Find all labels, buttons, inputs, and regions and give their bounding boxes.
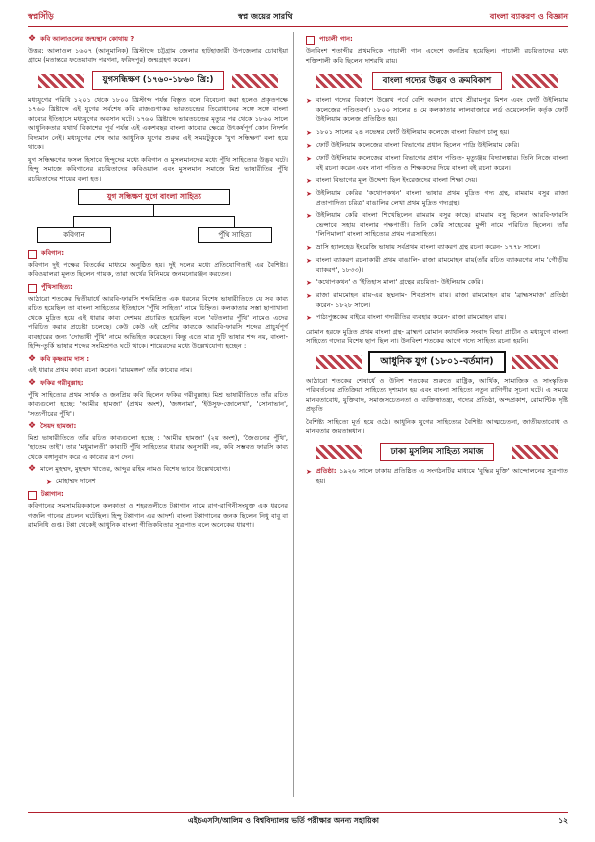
list-item: ➤ উইলিয়াম কেরি বাংলা শিখেছিলেন রামরাম বসুর কাছে। রামরাম বসু ছিলেন আরবি-ফারসি ভেন্সাবে সহায় বাংলার পক্ষপাতী। তিনি কেরি সাহেবের মুন্সী নামে পরিচিত ছিলেন। তাঁর 'লিপিমালা' বাংলা সাহিত্যের প্রথম পত্রসাহিত্য। [306, 211, 568, 239]
list-item: ➤ 'কথোপকথন' ও 'ইতিহাস মালা' গ্রন্থের রচয়িতা- উইলিয়াম কেরি। [306, 278, 484, 288]
section-banner-adhunik: আধুনিক যুগ (১৮০১-বর্তমান) [306, 353, 568, 371]
arrow-icon: ➤ [46, 477, 52, 486]
question-answer: উত্তর: আলাওল ১৬০৭ (আনুমানিক) খ্রিস্টাব্দে চট্টগ্রাম জেলার হাটহাজারী উপজেলার চোবাইয়া গ্রামে (মতান্তরে ফতেয়াবাদ পরগনা, ফরিদপুর) জন্মগ্রহণ করেন। [28, 46, 288, 65]
arrow-icon: ➤ [306, 155, 312, 164]
header-brand: স্বপ্নসিঁড়ি [28, 12, 54, 21]
square-bullet-icon [306, 36, 315, 45]
banner-pattern-left [38, 74, 84, 88]
diamond-icon: ❖ [28, 34, 37, 44]
tree-line [73, 216, 235, 217]
page-footer [28, 812, 568, 829]
banner-pattern-left [316, 445, 362, 459]
paragraph: আঠারো শতকের দ্বিতীয়ার্ধে আরবি-ফারসি শব্দমিশ্রিত এক ধরনের বিশেষ ভাষারীতিতে যে সব কাব্য রচিত হয়েছিল তা বাংলা সাহিত্যের ইতিহাসে 'পুঁথি সাহিত্য' নামে চিহ্নিত। কলকাতার সস্তা ছাপাখানা থেকে মুদ্রিত হয়ে এই ধারার কাব্য দেশময় প্রচারিত হয়েছিল বলে 'বটতলার পুঁথি' নামেও এদের পরিচিত করার প্রচেষ্টা চলেছে। কেউ কেউ এই শ্রেণির কাব্যকে আরবি-ফারসি শব্দের প্রাচুর্যপূর্ণ ব্যবহারের জন্য 'দোভাষী পুঁথি' নামে অভিহিত করেছেন। কিন্তু এতে মাত্র দুটি ভাষার শব্দ নয়, বাংলা-হিন্দি-তুর্কি ভাষার শব্দের সংমিশ্রণও ঘটে থাকে। শায়েরদের মধ্যে উল্লেখযোগ্য হচ্ছেন : [28, 294, 288, 351]
list-item: ➤ ফোর্ট উইলিয়াম কলেজের বাংলা বিভাগের প্রধান পণ্ডিত- মৃত্যুঞ্জয় বিদ্যালঙ্কার। তিনি নিজে বাংলা বই রচনা করেন এবং নানা পণ্ডিত ও শিক্ষকদের দিয়ে বাংলা বই রচনা করেন। [306, 154, 568, 172]
section-banner-muslim-sahitya: ঢাকা মুসলিম সাহিত্য সমাজ [306, 443, 568, 461]
paragraph: কবিগানের সমসাময়িককালে কলকাতা ও শহরতলীতে টপ্পাগান নামে রাগ-রাগিনীসংযুক্ত এক ধরনের গজলি গানের প্রচলন ঘটেছিল। হিন্দু টপ্পাগান এর আদর্শ। বাংলা টপ্পাগানের জনক ছিলেন নিধু বাবু বা রামনিধি গুপ্ত। টপ্পা থেকেই আধুনিক বাংলা গীতিকবিতার সূত্রপাত বলে অনেকের ধারণা। [28, 502, 288, 530]
paragraph: এই ধারার প্রথম কাব্য রচনা করেন। 'রায়মঙ্গল' তাঁর কাব্যের নাম। [28, 366, 192, 375]
arrow-icon: ➤ [306, 190, 312, 199]
banner-pattern-right [512, 355, 558, 369]
header-subject: বাংলা ব্যাকরণ ও বিজ্ঞান [489, 12, 568, 21]
header-tagline: স্বপ্ন জয়ের সারথি [238, 12, 293, 21]
list-item: ➤ পাঠ্যপুস্তকের বাইরে বাংলা গদ্যরীতির ব্যবহার করেন- রাজা রামমোহন রায়। [306, 313, 507, 323]
paragraph: উনবিংশ শতাব্দীর প্রথমদিকে পাচালী গান এদেশে জনপ্রিয় হয়েছিল। পাচালী রচয়িতাদের মধ্য শক্তিশালী কবি ছিলেন দাশরথি রায়। [306, 47, 568, 65]
square-bullet-icon [28, 284, 37, 293]
tree-leaf: পুঁথি সাহিত্য [198, 227, 272, 243]
arrow-icon: ➤ [306, 97, 312, 106]
paragraph: কবিগান দুই পক্ষের বিতর্কের মাধ্যমে অনুষ্ঠিত হয়। দুই দলের মধ্যে প্রতিযোগিতাই এর বৈশিষ্ট্য। কবিওয়ালরা মূলত ছিলেন গায়ক, তারা অর্থের বিনিময়ে জনমনোরঞ্জন করতেন। [28, 260, 288, 279]
note-line: ❖ মালে মুহম্মদ, মুহম্মদ খাতের, আব্দুর রহিম নামও বিশেষ ভাবে উল্লেখযোগ্য। [28, 464, 231, 475]
list-item: ➤ ফোর্ট উইলিয়াম কলেজের বাংলা বিভাগের প্রধান ছিলেন পাদ্রি উইলিয়াম কেরি। [306, 140, 520, 150]
tree-diagram [28, 189, 288, 243]
banner-pattern-right [512, 74, 558, 88]
banner-pattern-right [512, 445, 558, 459]
question-heading: ❖ কবি আলাওলের জন্মস্থান কোথায় ? [28, 34, 135, 44]
tree-line [73, 216, 74, 227]
diamond-icon: ❖ [28, 378, 37, 389]
paragraph: আঠারো শতকের শেষার্ধে ও উনিশ শতকের শুরুতে রাষ্ট্রিক, আর্থিক, সামাজিক ও সাংস্কৃতিক পরিবর্তনের প্রতিক্রিয়া সাহিত্যে দৃশ্যমান হয় এবং বাংলা সাহিত্যে নতুন রাগিণীর সূচনা ঘটে। এ সময়ে মানবতাবোধ, যুক্তিবাদ, সমাজসচেতনতা ও ব্যক্তিস্বাতন্ত্র্য, গদ্যের প্রতিষ্ঠা, অন্দপ্রকাশ, রোমান্টিক দৃষ্টি প্রভৃতি [306, 376, 568, 414]
subheading-krishnaram: ❖ কবি কৃষ্ণরাম দাস : [28, 353, 90, 364]
list-item: ➤ ভ্রাসি হ্যালহেড ইংরেজি ভাষায় সর্বপ্রথম বাংলা ব্যাকরণ গ্রন্থ রচনা করেন- ১৭৭৮ সালে। [306, 242, 540, 252]
subheading-punthi: পুঁথিসাহিত্য: [28, 283, 288, 293]
page-number: ১২ [558, 816, 568, 825]
square-bullet-icon [28, 491, 37, 500]
list-item: ➤ প্রতিষ্ঠা: ১৯২৬ সালে ঢাকায় প্রতিষ্ঠিত এ সংগঠনটির মাধ্যমে 'বুদ্ধির মুক্তি' আন্দোলনের সূত্রপাত হয়। [306, 466, 568, 485]
subheading-garibullah: ❖ ফকির গরীবুল্লাহ: [28, 378, 84, 389]
diamond-icon: ❖ [28, 353, 37, 364]
footer-title: এইচএসসি/আলিম ও বিশ্ববিদ্যালয় ভর্তি পরীক্ষার অনন্য সহায়িকা [188, 816, 379, 825]
subheading-panchali: পাচালী গান: [306, 35, 568, 45]
paragraph: মিশ্র ভাষারীতিতে তাঁর রচিত কাব্যগুলো হচ্ছে : 'আমীর হামজা' (২য় অংশ), 'জৈগুনের পুঁথি', 'হাতেম তাই'। তার 'মধুমালতী' কাব্যটি পুঁথি সাহিত্যের ধারার অনুসারী নয়, কবি সম্ভবত ফারসি কাব্য থেকে বঙ্গানুবাদ করে এ কাব্যের রূপ দেন। [28, 433, 288, 461]
list-item: ➤ বাংলা গদ্যের বিকাশে উল্লেখ পর্বে বেশি অবদান রাখে শ্রীরামপুর মিশন এবং ফোর্ট উইলিয়াম কলেজের পণ্ডিতবর্গ। ১৮০০ সালের ৪ মে কলকাতার লালবাজারে লর্ড ওয়েলেসলি কর্তৃক ফোর্ট উইলিয়াম কলেজ প্রতিষ্ঠিত হয়। [306, 96, 568, 124]
section-banner-jugosondhi: যুগসন্ধিক্ষণ (১৭৬০-১৮৬০ খ্রি:) [28, 72, 288, 90]
subheading-tappa: টপ্পাগান: [28, 490, 288, 500]
banner-pattern-left [316, 74, 362, 88]
tree-line [153, 204, 154, 216]
arrow-icon: ➤ [306, 177, 312, 186]
arrow-icon: ➤ [306, 257, 312, 266]
arrow-icon: ➤ [306, 243, 312, 252]
paragraph: পুঁথি সাহিত্যের প্রথম সার্থক ও জনপ্রিয় কবি ছিলেন ফকির গরীবুল্লাহ। মিশ্র ভাষারীতিতে তাঁর রচিত কাব্যগুলো হচ্ছে: 'আমীর হামজা' (প্রথম অংশ), 'জঙ্গনামা', 'ইউসুফ-জোলেখা', 'সোনাভান', 'সত্যপীরের পুঁথি'। [28, 390, 288, 418]
section-banner-godyo: বাংলা গদ্যের উদ্ভব ও ক্রমবিকাশ [306, 72, 568, 90]
left-column [28, 32, 288, 534]
list-item: ➤ উইলিয়াম কেরির 'কথোপকথন' বাংলা ভাষার প্রথম মুদ্রিত গদ্য গ্রন্থ, রামরাম বসুর রাজা প্রতাপাদিত্য চরিত্র' বাঙালির লেখা প্রথম মুদ্রিত গদ্যগ্রন্থ। [306, 189, 568, 207]
tree-line [234, 216, 235, 227]
note-sub: ➤ মোহাম্মদ দানেশ [46, 476, 96, 486]
column-divider [293, 32, 294, 797]
right-column [306, 32, 568, 489]
arrow-icon: ➤ [306, 141, 312, 150]
list-item: ➤ ১৮০১ সালের ২৪ নভেম্বর ফোর্ট উইলিয়াম কলেজে বাংলা বিভাগ চালু হয়। [306, 127, 510, 137]
arrow-icon: ➤ [306, 212, 312, 221]
bullet-list [306, 96, 568, 324]
page-header [28, 10, 568, 27]
list-item: ➤ রাজা রামমোহন রায়-এর ছদ্মনাম- শিবপ্রসাদ রায়। রাজা রামমোহন রায় 'ব্রাহ্মসমাজ' প্রতিষ্ঠা করেন- ১৮২৮ সালে। [306, 291, 568, 309]
paragraph: মধ্যযুগের পরিধি ১২০১ থেকে ১৮০০ খ্রিস্টাব্দ পর্যন্ত বিস্তৃত বলে বিবেচনা করা হলেও প্রকৃতপক্ষে ১৭৬০ খ্রিষ্টাব্দে এই যুগের সর্বশেষ কবি রাজগুণাকর ভারতচন্দ্রের তিরোধানের সঙ্গে সঙ্গে বাংলা কাব্যের ইতিহাসে মধ্যযুগের অবসান ঘটে। ১৭৬০ খ্রিষ্টাব্দে ভারতচন্দ্রের মৃত্যুর পর থেকে ১৮৬০ সালে আধুনিকতার যথার্থ বিকাশের পূর্ব পর্যন্ত এই একশবছর বাংলা কাব্যের ক্ষেত্রে উৎকর্ষপূর্ণ কোন নিদর্শন বিদ্যমান নেই। মধ্যযুগের শেষ আর আধুনিক যুগের শুরুর এই সময়টুকুকে 'যুগ সন্ধিক্ষণ' বলা হয়ে থাকে। [28, 95, 288, 152]
diamond-icon: ❖ [28, 464, 37, 475]
arrow-icon: ➤ [306, 314, 312, 323]
list-item: ➤ বাংলা ব্যাকরণ রচনাকারী প্রথম বাঙালি- রাজা রামমোহন রায়(তাঁর রচিত ব্যাকরণের নাম 'গৌড়ীয় ব্যাকরণ', ১৮৩৩)। [306, 256, 568, 274]
list-item: ➤ বাংলা বিভাগের মূল উদ্দেশ্য ছিল ইংরেজদের বাংলা শিক্ষা দেয়। [306, 176, 478, 186]
banner-pattern-right [232, 74, 278, 88]
arrow-icon: ➤ [306, 279, 312, 288]
subheading-kobigan: কবিগান: [28, 249, 288, 259]
paragraph: বৈশিষ্ট্য সাহিত্যে মূর্ত হয়ে ওঠে। আধুনিক যুগের সাহিত্যের বৈশিষ্ট্য আত্মচেতনা, জাতীয়তাবোধ ও মানবতার জয়তান্নধান। [306, 417, 568, 436]
banner-pattern-left [316, 355, 362, 369]
arrow-icon: ➤ [306, 292, 312, 301]
tree-root: যুগ সন্ধিক্ষণ যুগে বাংলা সাহিত্য [78, 189, 230, 206]
diamond-icon: ❖ [28, 421, 37, 432]
subheading-hamja: ❖ সৈয়দ হামজা: [28, 421, 77, 432]
tree-leaf: কবিগান [37, 227, 111, 243]
arrow-icon: ➤ [306, 467, 312, 476]
arrow-icon: ➤ [306, 128, 312, 137]
square-bullet-icon [28, 250, 37, 259]
paragraph: রোমান হরফে মুদ্রিত প্রথম বাংলা গ্রন্থ- ব্রাহ্মণ রোমান ক্যাথলিক সংবাদ বিল্ডা প্রাচীন ও মধ্যযুগে বাংলা সাহিত্যে গদ্যের বিশেষ ছাপ ছিল না। উনবিংশ শতকের আগে গদ্যে সাহিত্য রচনা হয়নি। [306, 327, 568, 346]
paragraph: যুগ সন্ধিক্ষণের ফসল হিসাবে হিন্দুদের মধ্যে কবিগান ও মুসলমানদের মধ্যে পুঁথি সাহিত্যের উদ্ভব ঘটে। হিন্দু সমাজে কবিগানের রচয়িতাদের কবিওয়াল এবং মুসলমান সমাজে মিশ্র ভাষারীতির পুঁথি রচয়িতাদের শায়ের বলা হত। [28, 155, 288, 184]
